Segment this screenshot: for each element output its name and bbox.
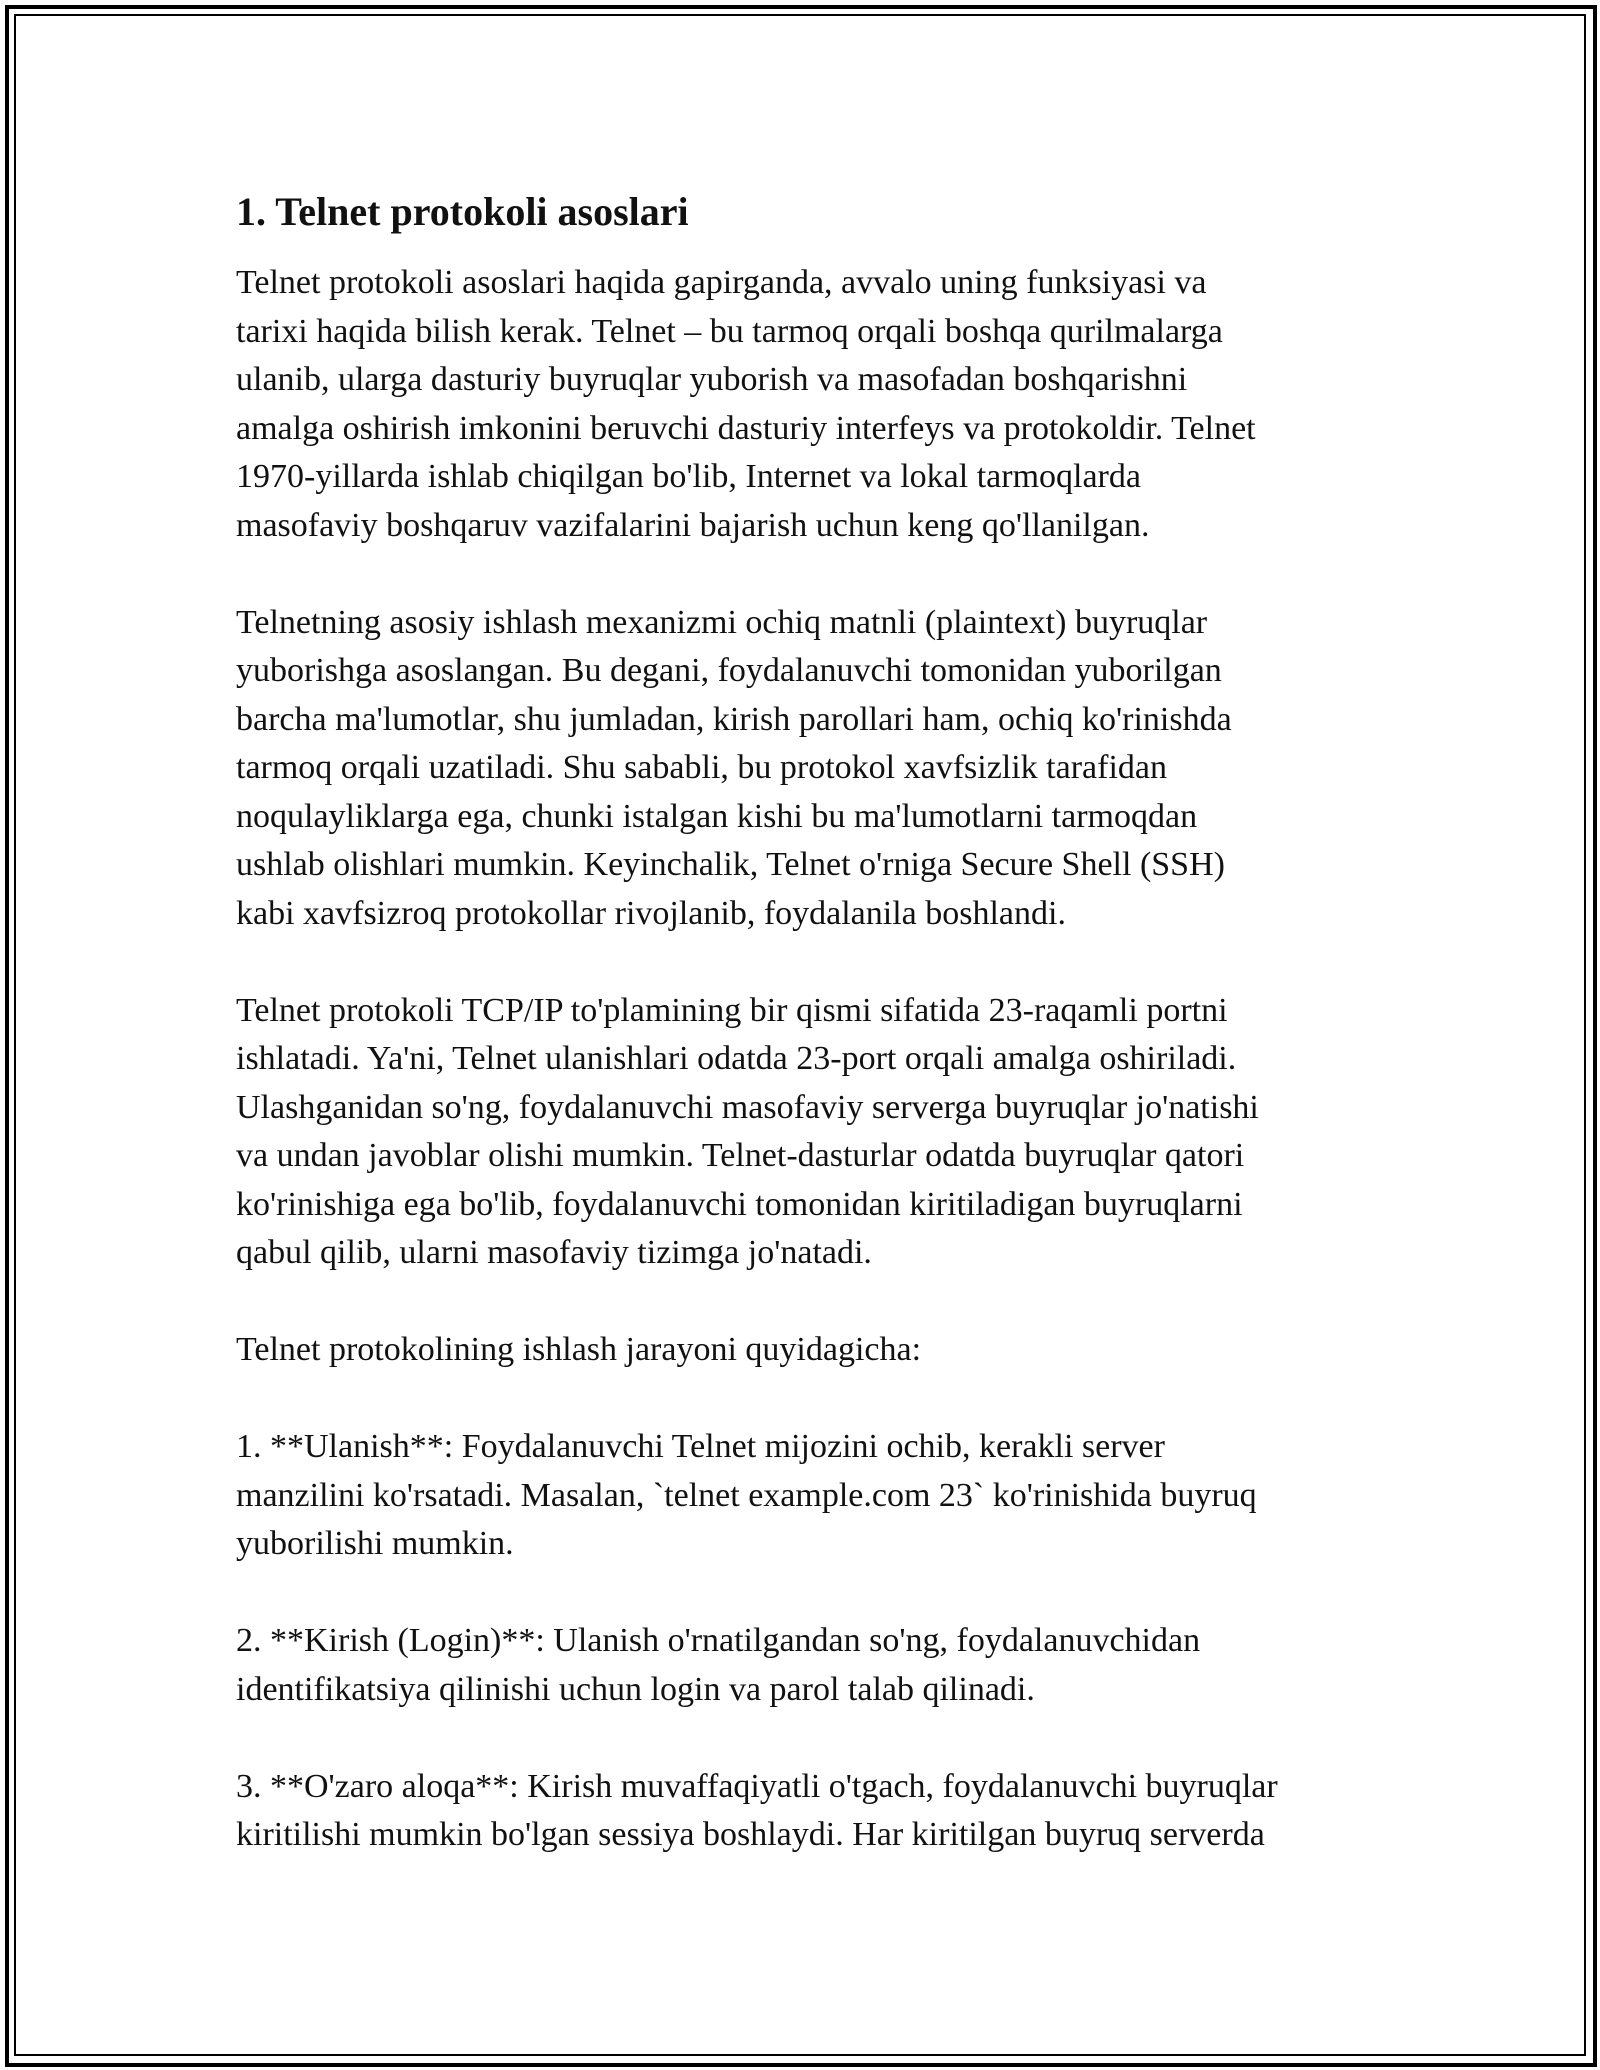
paragraph-intro: Telnet protokoli asoslari haqida gapirganda, avvalo uning funksiyasi va tarixi haqida bilish kerak. Telnet – bu tarmoq orqali boshqa qurilmalarga ulanib, ularga dasturiy buyruqlar yuborish va masofadan boshqarishni amalga oshirish imkonini beruvchi dasturiy interfeys va protokoldir. Telnet 1970-yillarda ishlab chiqilgan bo'lib, Internet va lokal tarmoqlarda masofaviy boshqaruv vazifalarini bajarish uchun keng qo'llanilgan. — [236, 264, 1256, 544]
paragraph-mechanism: Telnetning asosiy ishlash mexanizmi ochiq matnli (plaintext) buyruqlar yuborishga asoslangan. Bu degani, foydalanuvchi tomonidan yuborilgan barcha ma'lumotlar, shu jumladan, kirish parollari ham, ochiq ko'rinishda tarmoq orqali uzatiladi. Shu sababli, bu protokol xavfsizlik tarafidan noqulayliklarga ega, chunki istalgan kishi bu ma'lumotlarni tarmoqdan ushlab olishlari mumkin. Keyinchalik, Telnet o'rniga Secure Shell (SSH) kabi xavfsizroq protokollar rivojlanib, foydalanila boshlandi. — [236, 603, 1232, 932]
list-item-interaction: 3. **O'zaro aloqa**: Kirish muvaffaqiyatli o'tgach, foydalanuvchi buyruqlar kiritilishi mumkin bo'lgan sessiya boshlaydi. Har kiritilgan buyruq serverda — [236, 1767, 1278, 1853]
section-heading: 1. Telnet protokoli asoslari — [236, 189, 689, 234]
list-item-connection: 1. **Ulanish**: Foydalanuvchi Telnet mijozini ochib, kerakli server manzilini ko'rsatadi. Masalan, `telnet example.com 23` ko'rinishida buyruq yuborilishi mumkin. — [236, 1428, 1257, 1562]
document-body — [236, 188, 1366, 1860]
paragraph-port: Telnet protokoli TCP/IP to'plamining bir qismi sifatida 23-raqamli portni ishlatadi. Ya'ni, Telnet ulanishlari odatda 23-port orqali amalga oshiriladi. Ulashganidan so'ng, foydalanuvchi masofaviy serverga buyruqlar jo'natishi va undan javoblar olishi mumkin. Telnet-dasturlar odatda buyruqlar qatori ko'rinishiga ega bo'lib, foydalanuvchi tomonidan kiritiladigan buyruqlarni qabul qilib, ularni masofaviy tizimga jo'natadi. — [236, 991, 1259, 1271]
paragraph-process-intro: Telnet protokolining ishlash jarayoni quyidagicha: — [236, 1331, 922, 1368]
list-item-login: 2. **Kirish (Login)**: Ulanish o'rnatilgandan so'ng, foydalanuvchidan identifikatsiya qilinishi uchun login va parol talab qilinadi. — [236, 1622, 1201, 1708]
